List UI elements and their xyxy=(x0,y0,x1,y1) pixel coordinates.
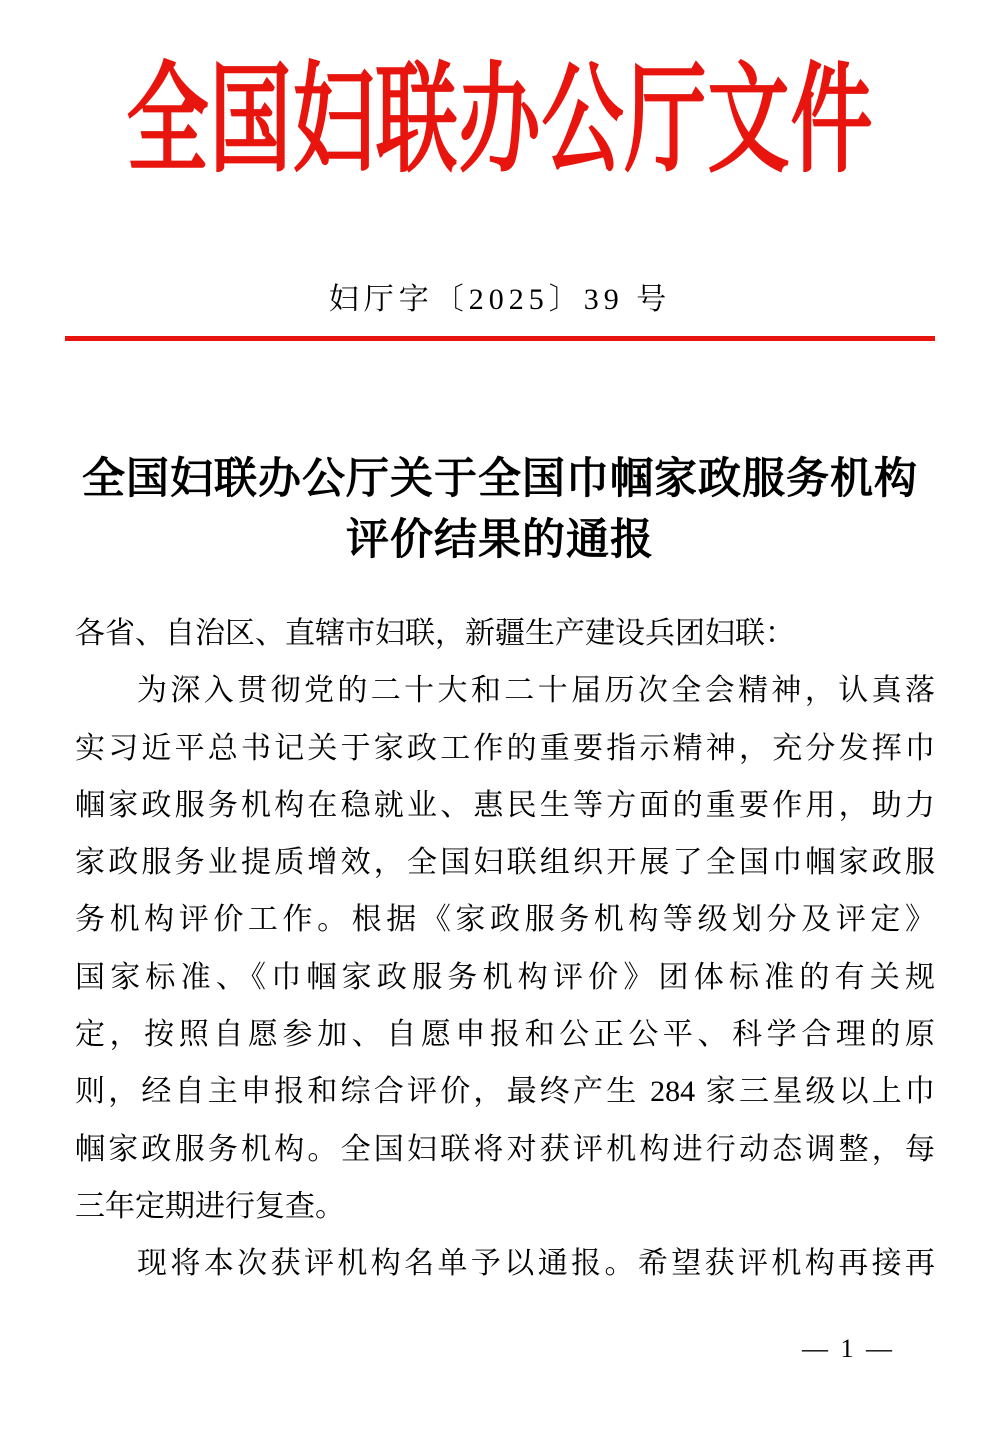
body-line: 实习近平总书记关于家政工作的重要指示精神，充分发挥巾 xyxy=(75,731,935,765)
body-line: 国家标准、《巾帼家政服务机构评价》团体标准的有关规 xyxy=(75,960,935,994)
document-number: 妇厅字〔2025〕39 号 xyxy=(328,283,672,316)
body-line-salutation: 各省、自治区、直辖市妇联，新疆生产建设兵团妇联： xyxy=(75,617,795,650)
page-number: — 1 — xyxy=(802,1334,895,1363)
document-body xyxy=(75,605,935,1293)
body-line: 三年定期进行复查。 xyxy=(75,1189,345,1223)
body-line: 务机构评价工作。根据《家政服务机构等级划分及评定》 xyxy=(75,903,935,937)
body-line: 为深入贯彻党的二十大和二十届历次全会精神，认真落 xyxy=(137,674,935,708)
masthead-title: 全国妇联办公厅文件 xyxy=(126,54,874,187)
document-title xyxy=(50,449,950,571)
body-line: 则，经自主申报和综合评价，最终产生 284 家三星级以上巾 xyxy=(75,1075,935,1109)
body-line: 家政服务业提质增效，全国妇联组织开展了全国巾帼家政服 xyxy=(75,846,935,880)
document-title-line-1: 全国妇联办公厅关于全国巾帼家政服务机构 xyxy=(82,456,918,503)
body-line: 帼家政服务机构在稳就业、惠民生等方面的重要作用，助力 xyxy=(75,788,935,822)
body-line: 帼家政服务机构。全国妇联将对获评机构进行动态调整，每 xyxy=(75,1132,935,1166)
body-line: 定，按照自愿参加、自愿申报和公正公平、科学合理的原 xyxy=(75,1018,935,1052)
body-line: 现将本次获评机构名单予以通报。希望获评机构再接再 xyxy=(137,1247,935,1281)
red-divider-rule xyxy=(65,336,935,341)
document-title-line-2: 评价结果的通报 xyxy=(346,517,654,564)
